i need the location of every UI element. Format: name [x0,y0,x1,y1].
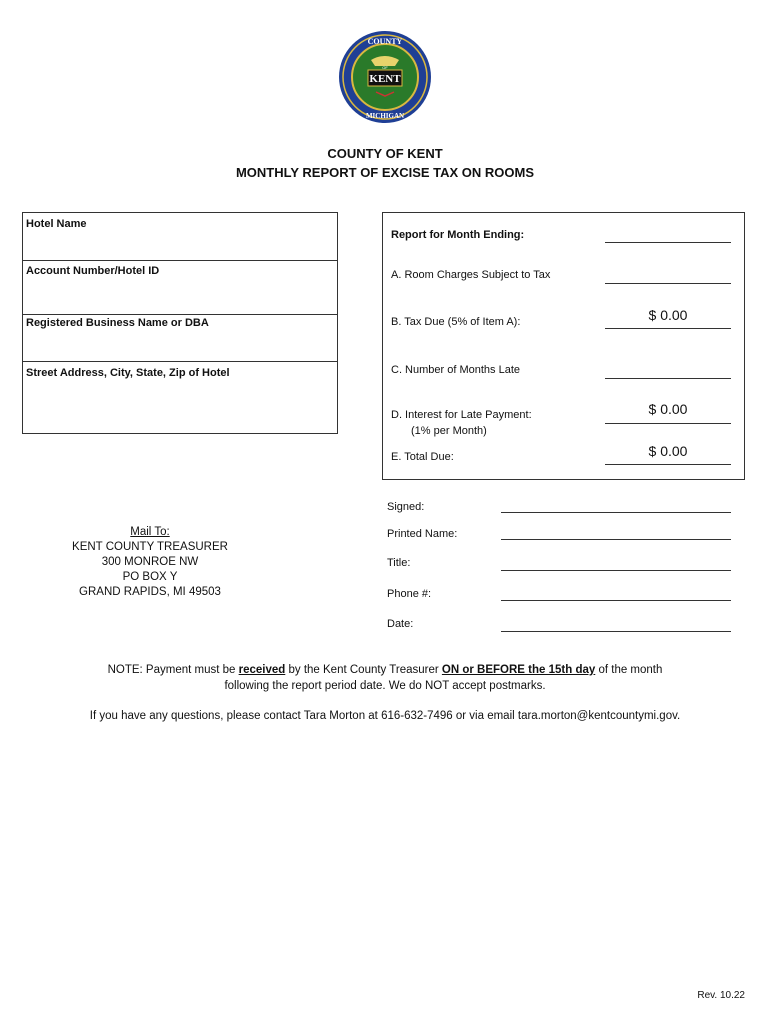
note-text: of the month [595,664,663,676]
seal-of-text: OF [382,65,388,70]
interest-field [605,423,731,424]
months-late-field[interactable] [605,378,731,379]
note-text: NOTE: Payment must be [107,664,239,676]
tax-due-label: B. Tax Due (5% of Item A): [391,316,521,328]
divider [23,260,337,261]
month-ending-label: Report for Month Ending: [391,229,525,241]
printed-name-field[interactable] [501,539,731,540]
note-deadline: ON or BEFORE the 15th day [441,664,596,676]
seal-name-text: KENT [369,73,401,85]
interest-label: D. Interest for Late Payment: [391,409,532,421]
note-line2: following the report period date. We do NOT accept postmarks. [224,680,546,692]
tax-due-field [605,328,731,329]
mail-line: 300 MONROE NW [101,556,199,568]
phone-label: Phone #: [387,588,432,600]
mail-to-heading: Mail To: [130,526,170,538]
mail-line: PO BOX Y [122,571,178,583]
phone-field[interactable] [501,600,731,601]
note-received: received [238,664,286,676]
note-line1 [0,662,770,678]
mailing-address [50,525,250,600]
signed-field[interactable] [501,512,731,513]
room-charges-label: A. Room Charges Subject to Tax [391,269,551,281]
months-late-label: C. Number of Months Late [391,364,521,376]
seal-top-text: COUNTY [367,37,403,46]
printed-name-label: Printed Name: [387,528,458,540]
tax-report-box [382,212,745,480]
county-seal [338,30,432,124]
hotel-info-box [22,212,338,434]
business-name-label: Registered Business Name or DBA [26,317,209,329]
interest-rate-label: (1% per Month) [411,425,487,437]
month-ending-field[interactable] [605,242,731,243]
divider [23,314,337,315]
mail-line: KENT COUNTY TREASURER [72,541,228,553]
interest-value[interactable]: $ 0.00 [648,401,688,417]
title-field[interactable] [501,570,731,571]
page-title-line1: COUNTY OF KENT [327,146,443,161]
divider [23,361,337,362]
room-charges-field[interactable] [605,283,731,284]
title-label: Title: [387,557,411,569]
signed-label: Signed: [387,501,425,513]
note-text: by the Kent County Treasurer [285,664,442,676]
total-due-label: E. Total Due: [391,451,454,463]
contact-note: If you have any questions, please contact Tara Morton at 616-632-7496 or via email tara.morton@kentcountymi.gov. [89,710,681,722]
date-label: Date: [387,618,414,630]
address-label: Street Address, City, State, Zip of Hotel [26,367,230,379]
total-due-field [605,464,731,465]
mail-line: GRAND RAPIDS, MI 49503 [79,586,221,598]
revision-label: Rev. 10.22 [697,990,745,1001]
payment-note [0,662,770,694]
hotel-name-label: Hotel Name [26,218,87,230]
seal-bottom-text: MICHIGAN [365,112,405,120]
account-label: Account Number/Hotel ID [26,265,160,277]
tax-due-value[interactable]: $ 0.00 [648,307,688,323]
total-due-value[interactable]: $ 0.00 [648,443,688,459]
page-title-line2: MONTHLY REPORT OF EXCISE TAX ON ROOMS [235,165,535,180]
date-field[interactable] [501,631,731,632]
